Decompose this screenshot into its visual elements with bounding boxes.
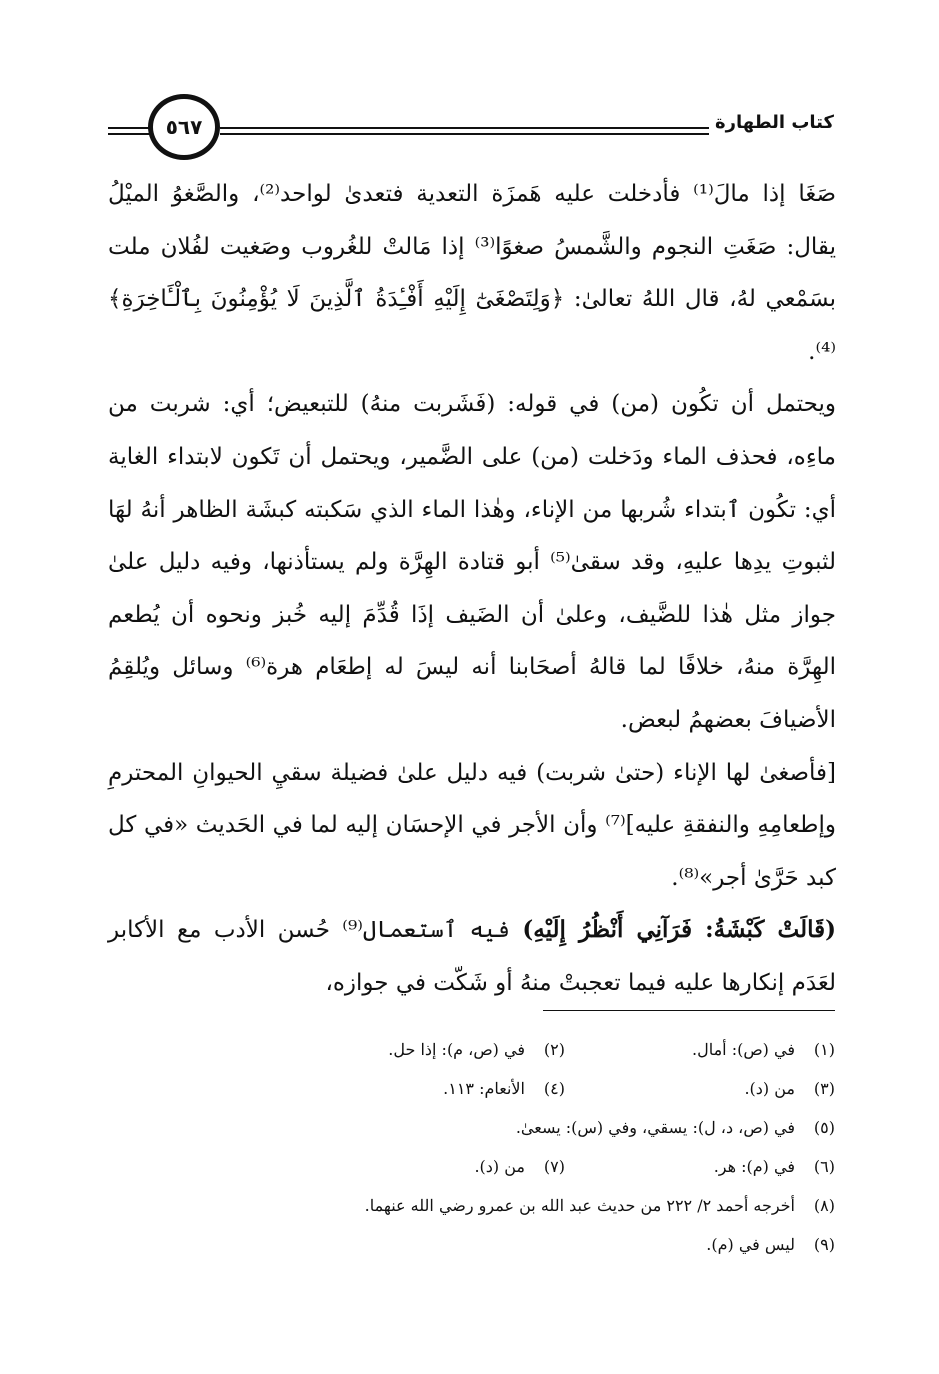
page-header (108, 100, 834, 162)
footnotes (155, 1030, 835, 1264)
footnote-number: (٨) (813, 1196, 835, 1215)
header-rule (108, 127, 152, 129)
footnote-row (155, 1030, 835, 1069)
footnote (365, 1196, 835, 1215)
header-rule (220, 127, 709, 129)
paragraph (108, 904, 836, 1009)
footnote (565, 1157, 835, 1176)
footnote-row (155, 1069, 835, 1108)
footnote-row (155, 1225, 835, 1264)
footnote (516, 1118, 835, 1137)
paragraph-text: فيه ٱستعمال⁽⁹⁾ حُسن الأدب مع الأكابر لعَدَم إنكارها عليه فيما تعجبتْ منهُ أو شَكّت في جوازه، (108, 917, 836, 996)
footnote-number: (١) (813, 1040, 835, 1059)
footnote (706, 1235, 835, 1254)
header-rule (108, 133, 152, 135)
footnote-text: في (م): هر. (713, 1157, 795, 1176)
footnote-row (155, 1186, 835, 1225)
footnote-number: (٥) (813, 1118, 835, 1137)
quoted-phrase: (قَالَتْ كَبْشَةُ: فَرَآنِي أَنْظُرُ إِلَيْهِ) (522, 916, 836, 944)
footnote-number: (٦) (813, 1157, 835, 1176)
footnote-number: (٩) (813, 1235, 835, 1254)
footnote-row (155, 1108, 835, 1147)
footnote-text: في (ص): أمال. (692, 1040, 795, 1059)
footnote-row (155, 1147, 835, 1186)
footnote-text: في (ص، د، ل): يسقي، وفي (س): يسعىٰ. (515, 1118, 795, 1137)
footnote-text: ليس في (م). (706, 1235, 795, 1254)
footnote (474, 1157, 565, 1176)
footnote (443, 1079, 565, 1098)
footnote-text: في (ص، م): إذا حل. (388, 1040, 525, 1059)
header-rule (220, 133, 709, 135)
footnote-text: أخرجه أحمد ٢/ ٢٢٢ من حديث عبد الله بن عمرو رضي الله عنهما. (364, 1196, 795, 1215)
paragraph: ويحتمل أن تكُون (من) في قوله: (فَشَربت منهُ) للتبعيض؛ أي: شربت من ماءِه، فحذف الماء ودَخلت (من) على الضَّمير، ويحتمل أن تَكون لابتداء الغاية أي: تكُون ٱبتداء شُربها من الإناء، وهٰذا الماء الذي سَكبته كبشَة الظاهر أنهُ لهَا لثبوتِ يدِها عليهِ، وقد سقىٰ⁽⁵⁾ أبو قتادة الهِرَّة ولم يستأذنها، وفيه دليل علىٰ جواز مثل هٰذا للضَّيف، وعلىٰ أن الضَيف إذَا قُدِّمَ إليه خُبز ونحوه أن يُطعم الهِرَّة منهُ، خلافًا لما قالهُ أصحَابنا أنه ليسَ له إطعَام هرة⁽⁶⁾ وسائل ويُلقِمُ الأضيافَ بعضهمُ لبعض. (108, 391, 836, 733)
footnote-number: (٢) (543, 1040, 565, 1059)
footnote (565, 1079, 835, 1098)
footnote-text: من (د). (744, 1079, 795, 1098)
footnote (565, 1040, 835, 1059)
footnote (388, 1040, 565, 1059)
running-title: كتاب الطهارة (714, 112, 834, 133)
footnote-text: الأنعام: ١١٣. (443, 1079, 525, 1098)
main-text (108, 168, 836, 1010)
page-number: ٥٦٧ (148, 94, 220, 160)
paragraph: صَغَا إذا مالَ⁽¹⁾ فأدخلت عليه هَمزَة التعدية فتعدىٰ لواحد⁽²⁾، والصَّغوُ الميْلُ يقال: صَغَتِ النجوم والشَّمسُ صغوًا⁽³⁾ إذا مَالتْ للغُروب وصَغيت لفُلان ملت بسَمْعي لهُ، قال اللهُ تعالىٰ: ﴿وَلِتَصْغَىٰٓ إِلَيْهِ أَفْـِٔدَةُ ٱلَّذِينَ لَا يُؤْمِنُونَ بِٱلْـَٔاخِرَةِ﴾⁽⁴⁾. (108, 181, 836, 365)
footnote-separator (543, 1010, 835, 1011)
footnote-number: (٣) (813, 1079, 835, 1098)
footnote-text: من (د). (474, 1157, 525, 1176)
footnote-number: (٧) (543, 1157, 565, 1176)
paragraph: [فأصغىٰ لها الإناء (حتىٰ شربت) فيه دليل علىٰ فضيلة سقيِ الحيوانِ المحترمِ وإطعامِهِ والنفقةِ عليه]⁽⁷⁾ وأن الأجر في الإحسَان إليه لما في الحَديث «في كل كبد حَرَّىٰ أجر»⁽⁸⁾. (108, 759, 836, 891)
footnote-number: (٤) (543, 1079, 565, 1098)
